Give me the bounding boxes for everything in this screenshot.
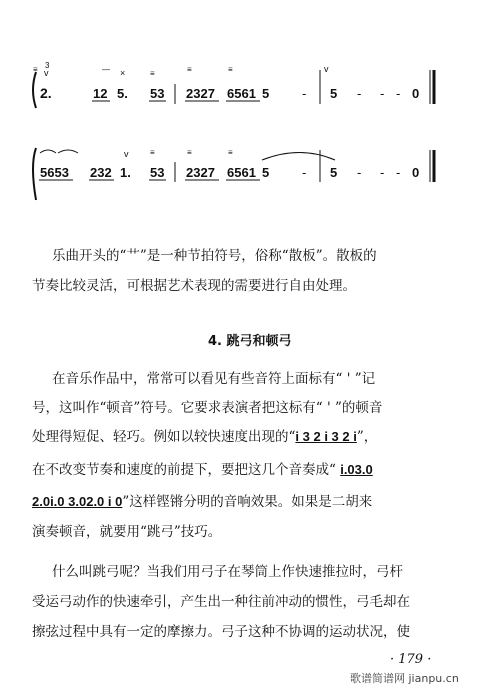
svg-text:≡: ≡ [228,65,233,74]
svg-text:2327: 2327 [186,165,215,180]
notation-example-1: i 3 2 i 3 2 i [295,429,357,444]
svg-text:×: × [120,68,126,78]
svg-text:≡: ≡ [187,65,192,74]
paragraph2-line3-end: ”， [356,429,378,445]
svg-text:≡: ≡ [33,65,38,74]
music-score [0,0,479,215]
svg-text:≡: ≡ [187,148,192,157]
svg-text:5: 5 [330,165,338,180]
svg-text:5: 5 [330,86,338,101]
svg-text:6561: 6561 [227,86,256,101]
page-number: · 179 · [390,652,432,667]
svg-text:5: 5 [262,165,270,180]
paragraph1-line2: 节奏比较灵活，可根据艺术表现的需要进行自由处理。 [32,278,356,294]
svg-text:-: - [302,165,307,180]
section-heading: 4. 跳弓和顿弓 [208,334,292,349]
svg-text:5653: 5653 [40,165,69,180]
svg-text:v: v [44,68,49,78]
watermark: 歌谱简谱网 jianpu.cn [350,672,459,685]
svg-text:-: - [380,165,385,180]
svg-text:3: 3 [45,61,50,70]
paragraph2-line5 [32,490,372,510]
svg-text:≡: ≡ [228,148,233,157]
paragraph2-line1: 在音乐作品中，常常可以看见有些音符上面标有“ ' ”记 [52,371,376,387]
svg-text:≡: ≡ [150,69,155,78]
note: 2. [40,85,52,101]
svg-text:53: 53 [150,165,165,180]
svg-text:0: 0 [412,86,420,101]
paragraph2-line4 [32,458,373,478]
svg-text:-: - [357,165,362,180]
paragraph3-line2: 受运弓动作的快速牵引，产生出一种往前冲动的惯性，弓毛却在 [32,594,410,610]
score-system-1 [33,61,434,108]
svg-text:6561: 6561 [227,165,256,180]
paragraph2-line6: 演奏顿音，就要用“跳弓”技巧。 [32,524,222,540]
svg-text:232: 232 [90,165,112,180]
paragraph2-line4-text: 在不改变节奏和速度的前提下，要把这几个音奏成“ [32,462,341,478]
paragraph2-line2: 号，这叫作“顿音”符号。它要求表演者把这标有“ ' ”的顿音 [32,400,383,416]
paragraph2-line3-text: 处理得短促、轻巧。例如以较快速度出现的“ [32,429,296,445]
paragraph1-line1: 乐曲开头的“艹”是一种节拍符号，俗称“散板”。散板的 [52,248,377,264]
paragraph2-line3 [32,425,377,445]
svg-text:—: — [102,65,110,74]
svg-text:5: 5 [262,86,270,101]
svg-text:1.: 1. [120,165,131,180]
svg-text:2327: 2327 [186,86,215,101]
svg-text:v: v [124,149,129,159]
svg-text:12: 12 [93,86,108,101]
paragraph2-line5-text: ”这样铿锵分明的音响效果。如果是二胡来 [122,494,373,510]
svg-text:5.: 5. [117,86,128,101]
svg-text:-: - [396,165,401,180]
score-system-2 [33,148,434,200]
svg-text:≡: ≡ [150,148,155,157]
svg-text:53: 53 [150,86,165,101]
svg-text:-: - [380,86,385,101]
paragraph3-line1: 什么叫跳弓呢？当我们用弓子在琴筒上作快速推拉时，弓杆 [52,564,403,580]
svg-text:-: - [357,86,362,101]
notation-example-2: i.03.0 [340,462,373,477]
svg-text:-: - [396,86,401,101]
svg-text:-: - [302,86,307,101]
notation-example-3: 2.0i.0 3.02.0 i 0 [32,494,123,509]
paragraph3-line3: 擦弦过程中具有一定的摩擦力。弓子这种不协调的运动状况，使 [32,624,410,640]
svg-text:v: v [324,64,329,74]
svg-text:0: 0 [412,165,420,180]
